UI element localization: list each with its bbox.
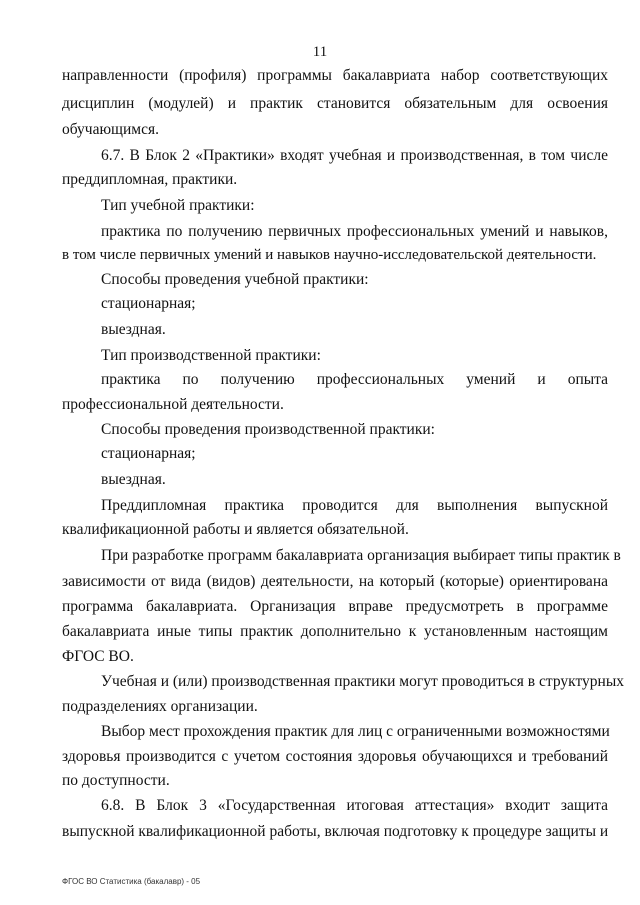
text-line: Тип производственной практики: — [101, 347, 321, 364]
text-line: Учебная и (или) производственная практики могут проводиться в структурных — [101, 673, 624, 690]
text-line: обучающимся. — [62, 121, 159, 138]
text-line: здоровья производится с учетом состояния здоровья обучающихся и требований — [62, 748, 608, 765]
text-line: стационарная; — [101, 295, 196, 312]
text-line: подразделениях организации. — [62, 698, 258, 715]
text-line: Тип учебной практики: — [101, 197, 255, 214]
text-line: стационарная; — [101, 445, 196, 462]
text-line: Выбор мест прохождения практик для лиц с ограниченными возможностями — [101, 723, 610, 740]
text-line: практика по получению профессиональных умений и опыта — [101, 371, 608, 388]
footer-text: ФГОС ВО Статистика (бакалавр) - 05 — [62, 877, 201, 886]
text-line: 6.8. В Блок 3 «Государственная итоговая аттестация» входит защита — [101, 797, 608, 814]
text-line: преддипломная, практики. — [62, 171, 238, 188]
text-line: выездная. — [101, 321, 166, 338]
text-line: выпускной квалификационной работы, включая подготовку к процедуре защиты и — [62, 823, 609, 840]
text-line: Способы проведения производственной практики: — [101, 421, 435, 438]
page-number: 11 — [312, 44, 328, 60]
text-line: зависимости от вида (видов) деятельности, на который (которые) ориентирована — [62, 573, 608, 590]
text-line: по доступности. — [62, 772, 170, 789]
text-line: квалификационной работы и является обязательной. — [62, 521, 409, 538]
text-line: бакалавриата иные типы практик дополнительно к установленным настоящим — [62, 623, 608, 640]
text-line: профессиональной деятельности. — [62, 396, 284, 413]
text-line: направленности (профиля) программы бакалавриата набор соответствующих — [62, 67, 608, 84]
text-line: Преддипломная практика проводится для выполнения выпускной — [101, 497, 608, 514]
text-line: программа бакалавриата. Организация вправе предусмотреть в программе — [62, 598, 608, 615]
text-line: выездная. — [101, 471, 166, 488]
text-line: Способы проведения учебной практики: — [101, 271, 369, 288]
text-line: 6.7. В Блок 2 «Практики» входят учебная и производственная, в том числе — [101, 147, 608, 164]
text-line: дисциплин (модулей) и практик становится обязательным для освоения — [62, 95, 608, 112]
text-line: При разработке программ бакалавриата организация выбирает типы практик в — [101, 547, 621, 564]
text-line: практика по получению первичных профессиональных умений и навыков, — [101, 223, 608, 240]
text-line: ФГОС ВО. — [62, 648, 134, 665]
text-line: в том числе первичных умений и навыков научно-исследовательской деятельности. — [62, 247, 597, 263]
